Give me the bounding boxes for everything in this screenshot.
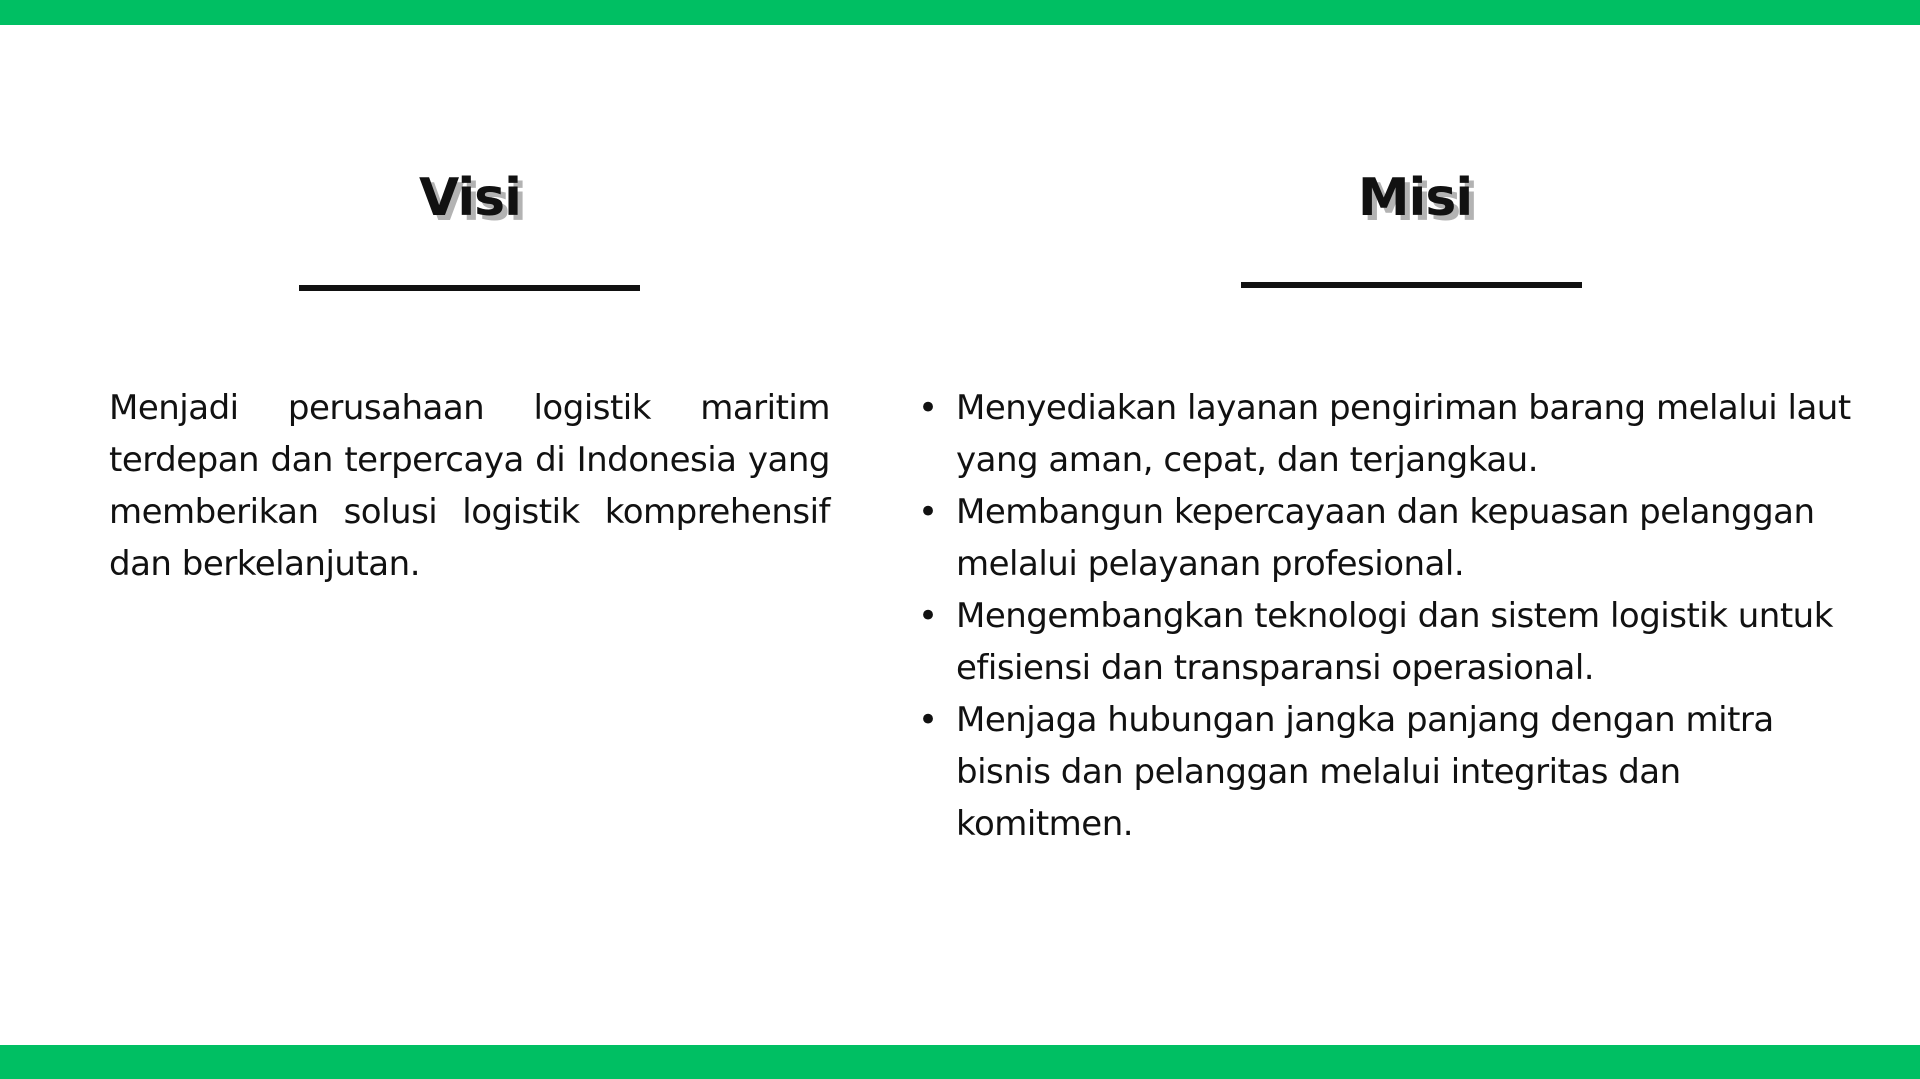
misi-item bbox=[918, 694, 1858, 850]
top-accent-bar bbox=[0, 0, 1920, 25]
bottom-accent-bar bbox=[0, 1045, 1920, 1079]
misi-item-text: Menjaga hubungan jangka panjang dengan mitra bisnis dan pelanggan melalui integritas dan komitmen. bbox=[956, 700, 1774, 844]
bullet-icon: • bbox=[918, 492, 938, 532]
misi-item-text: Menyediakan layanan pengiriman barang melalui laut yang aman, cepat, dan terjangkau. bbox=[956, 388, 1851, 480]
visi-underline bbox=[299, 285, 640, 291]
misi-list bbox=[918, 382, 1858, 850]
visi-heading: Visi bbox=[419, 168, 521, 228]
misi-item-text: Mengembangkan teknologi dan sistem logistik untuk efisiensi dan transparansi operasional. bbox=[956, 596, 1833, 688]
bullet-icon: • bbox=[918, 700, 938, 740]
misi-item-text: Membangun kepercayaan dan kepuasan pelanggan melalui pelayanan profesional. bbox=[956, 492, 1815, 584]
misi-item bbox=[918, 590, 1858, 694]
misi-heading: Misi bbox=[1357, 168, 1473, 228]
bullet-icon: • bbox=[918, 596, 938, 636]
visi-text: Menjadi perusahaan logistik maritim terdepan dan terpercaya di Indonesia yang memberikan solusi logistik komprehensif dan berkelanjutan. bbox=[109, 388, 830, 584]
misi-item bbox=[918, 486, 1858, 590]
misi-underline bbox=[1241, 282, 1582, 288]
misi-item bbox=[918, 382, 1858, 486]
bullet-icon: • bbox=[918, 388, 938, 428]
